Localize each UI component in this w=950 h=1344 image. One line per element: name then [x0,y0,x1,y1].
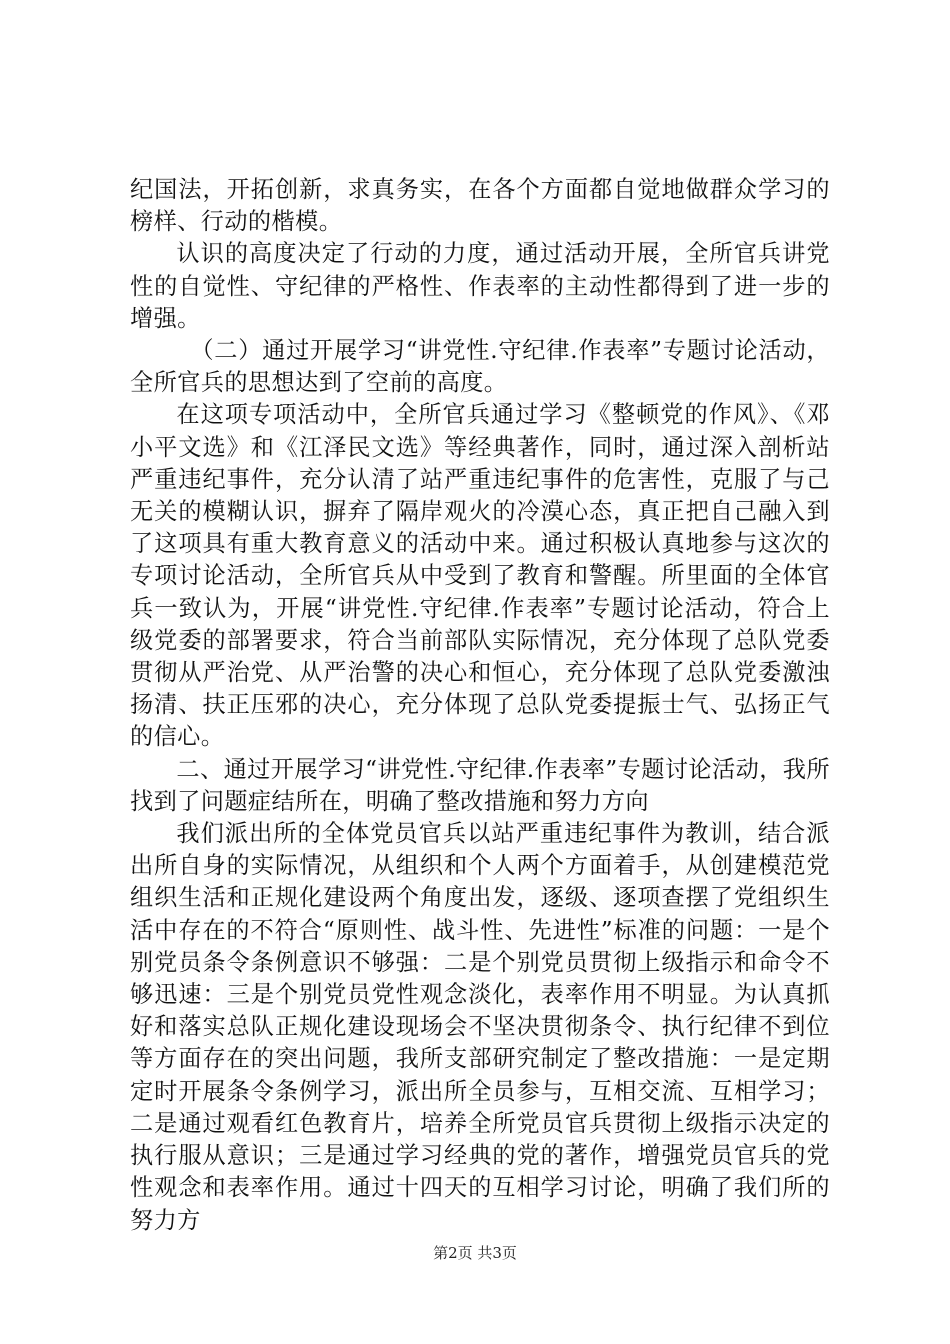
page-number-footer: 第2页 共3页 [433,1244,517,1262]
paragraph-continuation: 纪国法，开拓创新，求真务实，在各个方面都自觉地做群众学习的榜样、行动的楷模。 [130,176,830,236]
paragraph-awareness: 认识的高度决定了行动的力度，通过活动开展，全所官兵讲党性的自觉性、守纪律的严格性、作表率的主动性都得到了进一步的增强。 [130,240,830,332]
section-heading-two: 二、通过开展学习“讲党性.守纪律.作表率”专题讨论活动，我所找到了问题症结所在，明确了整改措施和努力方向 [130,755,830,815]
paragraph-study-activity: 在这项专项活动中，全所官兵通过学习《整顿党的作风》、《邓小平文选》和《江泽民文选》等经典著作，同时，通过深入剖析站严重违纪事件，充分认清了站严重违纪事件的危害性，克服了与己无关的模糊认识，摒弃了隔岸观火的冷漠心态，真正把自己融入到了这项具有重大教育意义的活动中来。通过积极认真地参与这次的专项讨论活动，全所官兵从中受到了教育和警醒。所里面的全体官兵一致认为，开展“讲党性.守纪律.作表率”专题讨论活动，符合上级党委的部署要求，符合当前部队实际情况，充分体现了总队党委贯彻从严治党、从严治警的决心和恒心，充分体现了总队党委激浊扬清、扶正压邪的决心，充分体现了总队党委提振士气、弘扬正气的信心。 [130,401,830,751]
subheading-two: （二）通过开展学习“讲党性.守纪律.作表率”专题讨论活动，全所官兵的思想达到了空前的高度。 [130,337,830,397]
paragraph-rectification: 我们派出所的全体党员官兵以站严重违纪事件为教训，结合派出所自身的实际情况，从组织和个人两个方面着手，从创建模范党组织生活和正规化建设两个角度出发，逐级、逐项查摆了党组织生活中存在的不符合“原则性、战斗性、先进性”标准的问题：一是个别党员条令条例意识不够强：二是个别党员贯彻上级指示和命令不够迅速：三是个别党员党性观念淡化，表率作用不明显。为认真抓好和落实总队正规化建设现场会不坚决贯彻条令、执行纪律不到位等方面存在的突出问题，我所支部研究制定了整改措施：一是定期定时开展条令条例学习，派出所全员参与，互相交流、互相学习；二是通过观看红色教育片，培养全所党员官兵贯彻上级指示决定的执行服从意识；三是通过学习经典的党的著作，增强党员官兵的党性观念和表率作用。通过十四天的互相学习讨论，明确了我们所的努力方 [130,820,830,1234]
document-body [130,174,830,1237]
